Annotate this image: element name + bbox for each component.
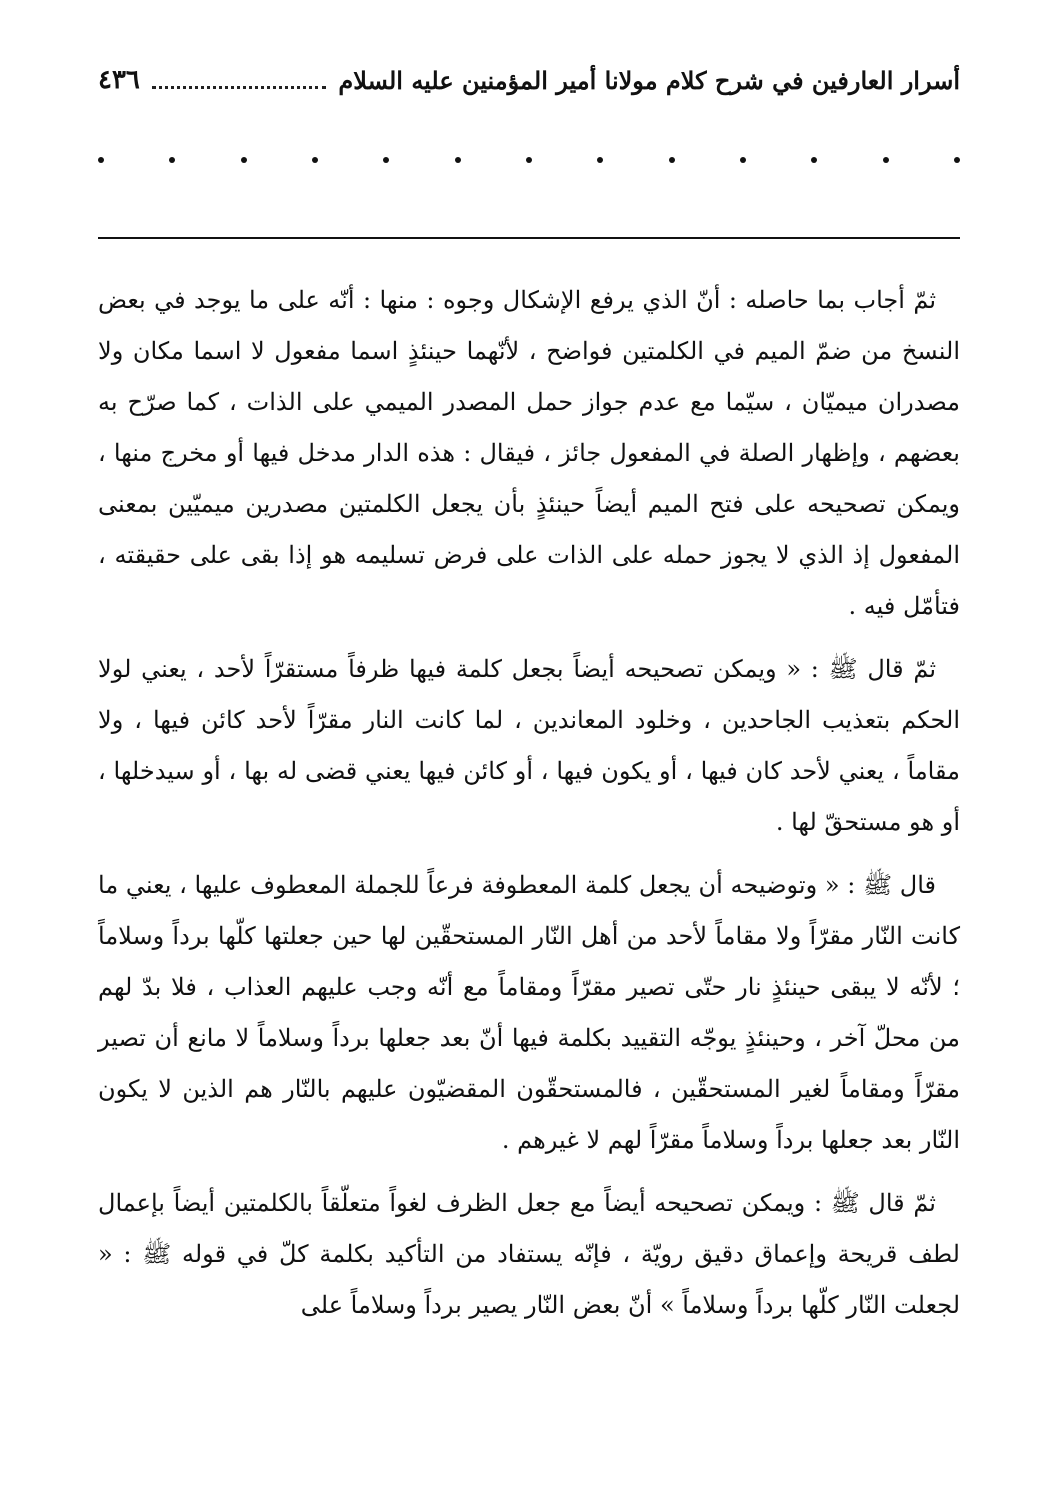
ellipsis-dot xyxy=(455,157,461,163)
ellipsis-dot xyxy=(740,157,746,163)
ellipsis-dot xyxy=(383,157,389,163)
ellipsis-dot xyxy=(883,157,889,163)
ellipsis-dot xyxy=(669,157,675,163)
paragraph-3: قال ﷺ : « وتوضيحه أن يجعل كلمة المعطوفة فرعاً للجملة المعطوف عليها ، يعني ما كانت النّار مقرّاً ولا مقاماً لأحد من أهل النّار المستحقّين لها حين جعلتها كلّها برداً وسلاماً ؛ لأنّه لا يبقى حينئذٍ نار حتّى تصير مقرّاً ومقاماً مع أنّه وجب عليهم العذاب ، فلا بدّ لهم من محلّ آخر ، وحينئذٍ يوجّه التقييد بكلمة فيها أنّ بعد جعلها برداً وسلاماً لا مانع أن تصير مقرّاً ومقاماً لغير المستحقّين ، فالمستحقّون المقضيّون عليهم بالنّار هم الذين لا يكون النّار بعد جعلها برداً وسلاماً مقرّاً لهم لا غيرهم . xyxy=(98,871,961,1154)
ellipsis-dot xyxy=(312,157,318,163)
paragraph-2: ثمّ قال ﷺ : « ويمكن تصحيحه أيضاً بجعل كلمة فيها ظرفاً مستقرّاً لأحد ، يعني لولا الحكم بتعذيب الجاحدين ، وخلود المعاندين ، لما كانت النار مقرّاً لأحد كائن فيها ، ولا مقاماً ، يعني لأحد كان فيها ، أو يكون فيها ، أو كائن فيها يعني قضى له بها ، أو سيدخلها ، أو هو مستحقّ لها . xyxy=(98,655,960,836)
leader-dots xyxy=(152,72,326,89)
ellipsis-dot xyxy=(169,157,175,163)
running-title: أسرار العارفين في شرح كلام مولانا أمير المؤمنين عليه السلام xyxy=(338,65,960,95)
header-rule xyxy=(98,237,960,239)
paragraph-1: ثمّ أجاب بما حاصله : أنّ الذي يرفع الإشكال وجوه : منها : أنّه على ما يوجد في بعض النسخ من ضمّ الميم في الكلمتين فواضح ، لأنّهما حينئذٍ اسما مفعول لا اسما مكان ولا مصدران ميميّان ، سيّما مع عدم جواز حمل المصدر الميمي على الذات ، كما صرّح به بعضهم ، وإظهار الصلة في المفعول جائز ، فيقال : هذه الدار مدخل فيها أو مخرج منها ، ويمكن تصحيحه على فتح الميم أيضاً حينئذٍ بأن يجعل الكلمتين مصدرين ميميّين بمعنى المفعول إذ الذي لا يجوز حمله على الذات على فرض تسليمه هو إذا بقى على حقيقته ، فتأمّل فيه . xyxy=(98,286,960,620)
paragraph-4: ثمّ قال ﷺ : ويمكن تصحيحه أيضاً مع جعل الظرف لغواً متعلّقاً بالكلمتين أيضاً بإعمال لطف قريحة وإعماق دقيق رويّة ، فإنّه يستفاد من التأكيد بكلمة كلّ في قوله ﷺ : « لجعلت النّار كلّها برداً وسلاماً » أنّ بعض النّار يصير برداً وسلاماً على xyxy=(98,1189,960,1319)
ellipsis-dot xyxy=(811,157,817,163)
ellipsis-dot xyxy=(98,157,104,163)
ellipsis-dot xyxy=(597,157,603,163)
ellipsis-dot xyxy=(954,157,960,163)
ellipsis-dot xyxy=(526,157,532,163)
ellipsis-dot-row xyxy=(98,157,960,177)
running-header xyxy=(98,60,960,100)
book-page xyxy=(98,50,960,1490)
ellipsis-dot xyxy=(241,157,247,163)
page-number: ٤٣٦ xyxy=(98,65,140,95)
body-text xyxy=(98,275,960,1331)
